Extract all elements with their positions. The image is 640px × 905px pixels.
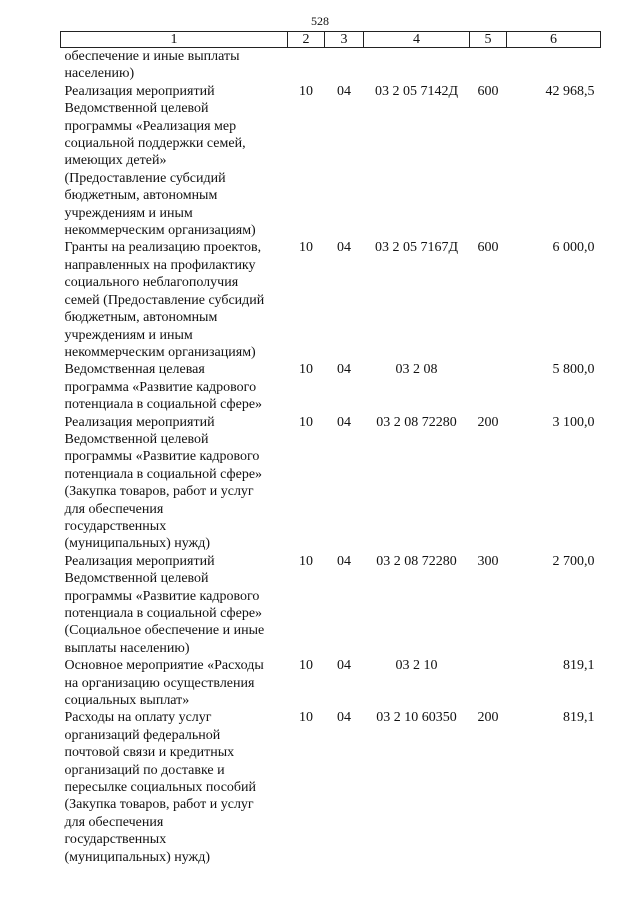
header-col-1: 1 xyxy=(61,32,288,48)
row-expense-type: 600 xyxy=(477,83,499,99)
row-target-code: 03 2 08 72280 xyxy=(376,414,457,430)
row-amount: 3 100,0 xyxy=(552,414,595,430)
row-target-code: 03 2 05 7167Д xyxy=(374,240,459,256)
row-section xyxy=(288,48,325,83)
row-name: Ведомственная целевая программа «Развитие кадрового потенциала в социальной сфере» xyxy=(64,362,263,413)
row-name: обеспечение и иные выплаты населению) xyxy=(64,49,240,82)
row-subsection xyxy=(325,48,364,83)
row-expense-type xyxy=(470,657,507,709)
row-target-code: 03 2 10 60350 xyxy=(376,710,457,726)
row-section: 10 xyxy=(299,414,313,430)
row-name: Расходы на оплату услуг организаций федеральной почтовой связи и кредитных организаций по доставке и пересылке социальных пособий (Закупка товаров, работ и услуг для обеспечения государственных (муниципальных) нужд) xyxy=(64,710,257,865)
row-section: 10 xyxy=(299,710,313,726)
row-amount: 6 000,0 xyxy=(552,240,595,256)
table-body xyxy=(61,48,601,867)
row-name: Реализация мероприятий Ведомственной целевой программы «Развитие кадрового потенциала в социальной сфере» (Закупка товаров, работ и услуг для обеспечения государственных (муниципальных) нужд) xyxy=(64,414,263,552)
header-col-3: 3 xyxy=(325,32,364,48)
row-name: Реализация мероприятий Ведомственной целевой программы «Реализация мер социальной поддержки семей, имеющих детей» (Предоставление субсидий бюджетным, автономным учреждениям и иным некоммерческим организациям) xyxy=(64,83,256,239)
budget-table xyxy=(60,31,601,866)
row-expense-type xyxy=(470,361,507,413)
row-name: Реализация мероприятий Ведомственной целевой программы «Развитие кадрового потенциала в социальной сфере» (Социальное обеспечение и иные выплаты населению) xyxy=(64,553,265,656)
table-row xyxy=(61,83,601,240)
row-target-code: 03 2 05 7142Д xyxy=(374,83,459,99)
row-section: 10 xyxy=(299,658,313,674)
row-target-code: 03 2 08 72280 xyxy=(376,553,457,569)
row-subsection: 04 xyxy=(337,658,351,674)
row-expense-type: 200 xyxy=(477,414,499,430)
row-target-code xyxy=(364,48,470,83)
table-row xyxy=(61,239,601,361)
row-subsection: 04 xyxy=(337,83,351,99)
table-row xyxy=(61,553,601,657)
row-subsection: 04 xyxy=(337,553,351,569)
row-name: Основное мероприятие «Расходы на организацию осуществления социальных выплат» xyxy=(64,658,264,709)
table-header xyxy=(61,32,601,48)
row-subsection: 04 xyxy=(337,362,351,378)
page-number: 528 xyxy=(311,14,329,28)
header-col-6: 6 xyxy=(507,32,601,48)
table-row xyxy=(61,657,601,709)
row-expense-type xyxy=(470,48,507,83)
row-name: Гранты на реализацию проектов, направленных на профилактику социального неблагополучия семей (Предоставление субсидий бюджетным, автономным учреждениям и иным некоммерческим организациям) xyxy=(64,240,265,360)
row-amount: 819,1 xyxy=(563,710,595,726)
row-subsection: 04 xyxy=(337,710,351,726)
row-amount: 42 968,5 xyxy=(545,83,595,99)
header-col-5: 5 xyxy=(470,32,507,48)
row-target-code: 03 2 10 xyxy=(395,658,438,674)
table-row xyxy=(61,361,601,413)
row-amount: 5 800,0 xyxy=(552,362,595,378)
table-row xyxy=(61,414,601,553)
row-amount: 819,1 xyxy=(563,658,595,674)
row-subsection: 04 xyxy=(337,414,351,430)
row-section: 10 xyxy=(299,362,313,378)
row-section: 10 xyxy=(299,240,313,256)
row-target-code: 03 2 08 xyxy=(395,362,438,378)
row-section: 10 xyxy=(299,553,313,569)
table-row xyxy=(61,709,601,866)
header-col-4: 4 xyxy=(364,32,470,48)
row-subsection: 04 xyxy=(337,240,351,256)
row-section: 10 xyxy=(299,83,313,99)
row-amount xyxy=(507,48,601,83)
row-expense-type: 300 xyxy=(477,553,499,569)
header-col-2: 2 xyxy=(288,32,325,48)
row-amount: 2 700,0 xyxy=(552,553,595,569)
row-expense-type: 600 xyxy=(477,240,499,256)
header-row xyxy=(61,32,601,48)
row-expense-type: 200 xyxy=(477,710,499,726)
table-row xyxy=(61,48,601,83)
